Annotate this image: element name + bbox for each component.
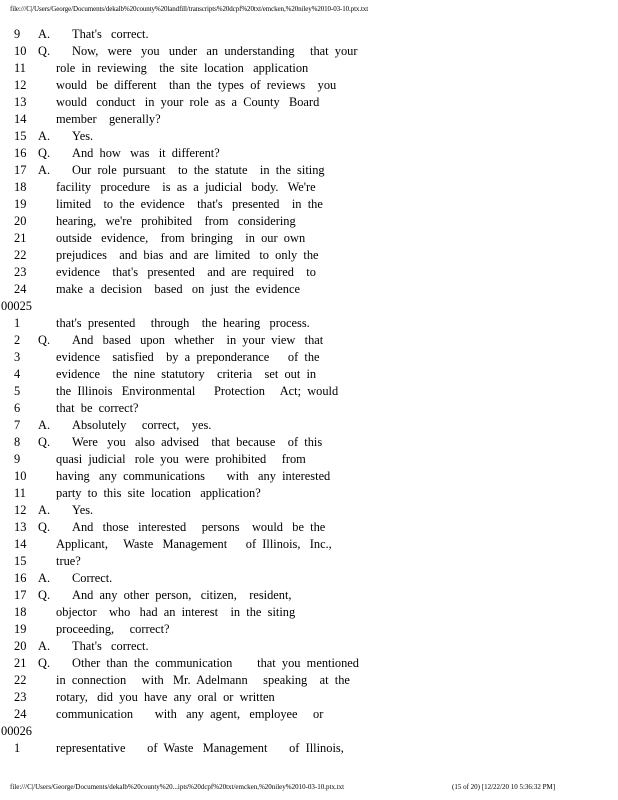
line-text: would be different than the types of reviews you — [56, 78, 337, 92]
line-number: 18 — [14, 180, 27, 194]
speaker-label: A. — [38, 418, 51, 432]
line-number: 10 — [14, 44, 27, 58]
transcript-line — [10, 451, 610, 468]
speaker-label: Q. — [38, 146, 51, 160]
line-text: limited to the evidence that's presented in the — [56, 197, 323, 211]
line-number: 14 — [14, 537, 27, 551]
line-text: rotary, did you have any oral or written — [56, 690, 275, 704]
transcript-section-1 — [10, 26, 610, 298]
transcript-line — [10, 315, 610, 332]
transcript-line — [10, 740, 610, 757]
line-number: 10 — [14, 469, 27, 483]
transcript-line — [10, 485, 610, 502]
speaker-label: Q. — [38, 588, 51, 602]
line-number: 7 — [14, 418, 21, 432]
line-number: 18 — [14, 605, 27, 619]
transcript-line — [10, 349, 610, 366]
line-number: 13 — [14, 520, 27, 534]
line-text: Applicant, Waste Management of Illinois, Inc., — [56, 537, 332, 551]
line-text: representative of Waste Management of Illinois, — [56, 741, 344, 755]
line-number: 1 — [14, 316, 21, 330]
transcript-line — [10, 417, 610, 434]
speaker-label: Q. — [38, 44, 51, 58]
line-text: communication with any agent, employee or — [56, 707, 324, 721]
line-text: party to this site location application? — [56, 486, 261, 500]
line-number: 16 — [14, 146, 27, 160]
transcript-line — [10, 553, 610, 570]
transcript-line — [10, 111, 610, 128]
line-text: Absolutely correct, yes. — [72, 418, 212, 432]
line-number: 6 — [14, 401, 21, 415]
line-text: evidence the nine statutory criteria set out in — [56, 367, 317, 381]
transcript-line — [10, 77, 610, 94]
line-text: that's presented through the hearing process. — [56, 316, 310, 330]
transcript-line — [10, 570, 610, 587]
speaker-label: Q. — [38, 435, 51, 449]
line-text: true? — [56, 554, 81, 568]
line-text: outside evidence, from bringing in our own — [56, 231, 306, 245]
transcript-section-3 — [10, 740, 610, 757]
line-text: in connection with Mr. Adelmann speaking at the — [56, 673, 350, 687]
line-text: objector who had an interest in the siting — [56, 605, 296, 619]
line-number: 14 — [14, 112, 27, 126]
line-text: prejudices and bias and are limited to only the — [56, 248, 319, 262]
transcript-line — [10, 145, 610, 162]
transcript-line — [10, 247, 610, 264]
transcript-line — [10, 366, 610, 383]
transcript-line — [10, 179, 610, 196]
line-number: 1 — [14, 741, 21, 755]
line-text: evidence satisfied by a preponderance of the — [56, 350, 320, 364]
line-number: 23 — [14, 265, 27, 279]
file-path-header: file:///C|/Users/George/Documents/dekalb%20county%20landfill/transcripts%20dcpf%20txt/emcken,%20niley%2010-03-10.ptx.txt — [10, 5, 369, 13]
line-text: Now, were you under an understanding that your — [72, 44, 358, 58]
line-number: 12 — [14, 78, 27, 92]
transcript-body — [1, 26, 610, 757]
line-text: facility procedure is as a judicial body. We're — [56, 180, 316, 194]
transcript-line — [10, 689, 610, 706]
line-text: proceeding, correct? — [56, 622, 170, 636]
transcript-line — [10, 230, 610, 247]
line-text: That's correct. — [72, 639, 149, 653]
line-number: 24 — [14, 282, 27, 296]
transcript-line — [10, 621, 610, 638]
transcript-line — [10, 60, 610, 77]
page-marker: 00026 — [1, 724, 32, 738]
line-text: Were you also advised that because of this — [72, 435, 323, 449]
line-text: the Illinois Environmental Protection Act; would — [56, 384, 339, 398]
line-number: 19 — [14, 622, 27, 636]
line-number: 22 — [14, 248, 27, 262]
transcript-line — [10, 26, 610, 43]
transcript-line — [10, 587, 610, 604]
line-number: 16 — [14, 571, 27, 585]
line-text: role in reviewing the site location application — [56, 61, 309, 75]
line-text: And how was it different? — [72, 146, 220, 160]
transcript-line — [10, 536, 610, 553]
speaker-label: A. — [38, 571, 51, 585]
line-number: 9 — [14, 27, 21, 41]
transcript-line — [10, 468, 610, 485]
line-text: Other than the communication that you mentioned — [72, 656, 359, 670]
line-number: 24 — [14, 707, 27, 721]
speaker-label: A. — [38, 27, 51, 41]
line-text: And any other person, citizen, resident, — [72, 588, 292, 602]
line-number: 15 — [14, 554, 27, 568]
line-text: member generally? — [56, 112, 161, 126]
transcript-line — [10, 502, 610, 519]
line-number: 21 — [14, 656, 27, 670]
line-number: 17 — [14, 163, 27, 177]
line-number: 17 — [14, 588, 27, 602]
line-text: And those interested persons would be the — [72, 520, 326, 534]
line-number: 15 — [14, 129, 27, 143]
transcript-line — [10, 43, 610, 60]
line-number: 20 — [14, 639, 27, 653]
transcript-line — [10, 128, 610, 145]
line-text: evidence that's presented and are required to — [56, 265, 316, 279]
transcript-line — [10, 519, 610, 536]
transcript-line — [10, 213, 610, 230]
speaker-label: A. — [38, 503, 51, 517]
line-number: 19 — [14, 197, 27, 211]
line-text: And based upon whether in your view that — [72, 333, 324, 347]
line-text: Correct. — [72, 571, 113, 585]
line-number: 3 — [14, 350, 21, 364]
transcript-line — [10, 94, 610, 111]
speaker-label: Q. — [38, 520, 51, 534]
transcript-line — [10, 383, 610, 400]
line-number: 5 — [14, 384, 21, 398]
line-text: hearing, we're prohibited from considering — [56, 214, 296, 228]
speaker-label: A. — [38, 163, 51, 177]
line-number: 8 — [14, 435, 21, 449]
line-text: having any communications with any interested — [56, 469, 331, 483]
line-number: 11 — [14, 61, 26, 75]
line-text: Yes. — [72, 503, 94, 517]
file-path-footer: file:///C|/Users/George/Documents/dekalb%20county%20...ipts%20dcpf%20txt/emcken,%20niley%2010-03-10.ptx.txt — [10, 783, 345, 791]
line-number: 9 — [14, 452, 21, 466]
line-number: 21 — [14, 231, 27, 245]
transcript-line — [10, 604, 610, 621]
line-number: 2 — [14, 333, 21, 347]
page-marker: 00025 — [1, 299, 32, 313]
transcript-line — [10, 434, 610, 451]
transcript-line — [10, 264, 610, 281]
transcript-line — [10, 196, 610, 213]
line-number: 11 — [14, 486, 26, 500]
speaker-label: A. — [38, 639, 51, 653]
page-indicator: (15 of 20) [12/22/20 10 5:36:32 PM] — [452, 783, 556, 791]
line-text: That's correct. — [72, 27, 149, 41]
line-text: quasi judicial role you were prohibited from — [56, 452, 306, 466]
line-number: 13 — [14, 95, 27, 109]
transcript-line — [10, 655, 610, 672]
line-number: 23 — [14, 690, 27, 704]
line-number: 20 — [14, 214, 27, 228]
transcript-line — [10, 672, 610, 689]
transcript-section-2 — [10, 315, 610, 723]
speaker-label: A. — [38, 129, 51, 143]
transcript-line — [10, 332, 610, 349]
line-number: 12 — [14, 503, 27, 517]
transcript-line — [10, 281, 610, 298]
line-text: Yes. — [72, 129, 94, 143]
transcript-line — [10, 638, 610, 655]
transcript-line — [10, 400, 610, 417]
line-text: that be correct? — [56, 401, 139, 415]
line-text: Our role pursuant to the statute in the siting — [72, 163, 325, 177]
transcript-line — [10, 706, 610, 723]
speaker-label: Q. — [38, 333, 51, 347]
line-number: 22 — [14, 673, 27, 687]
speaker-label: Q. — [38, 656, 51, 670]
transcript-line — [10, 162, 610, 179]
line-text: would conduct in your role as a County Board — [56, 95, 320, 109]
line-number: 4 — [14, 367, 21, 381]
line-text: make a decision based on just the evidence — [56, 282, 300, 296]
